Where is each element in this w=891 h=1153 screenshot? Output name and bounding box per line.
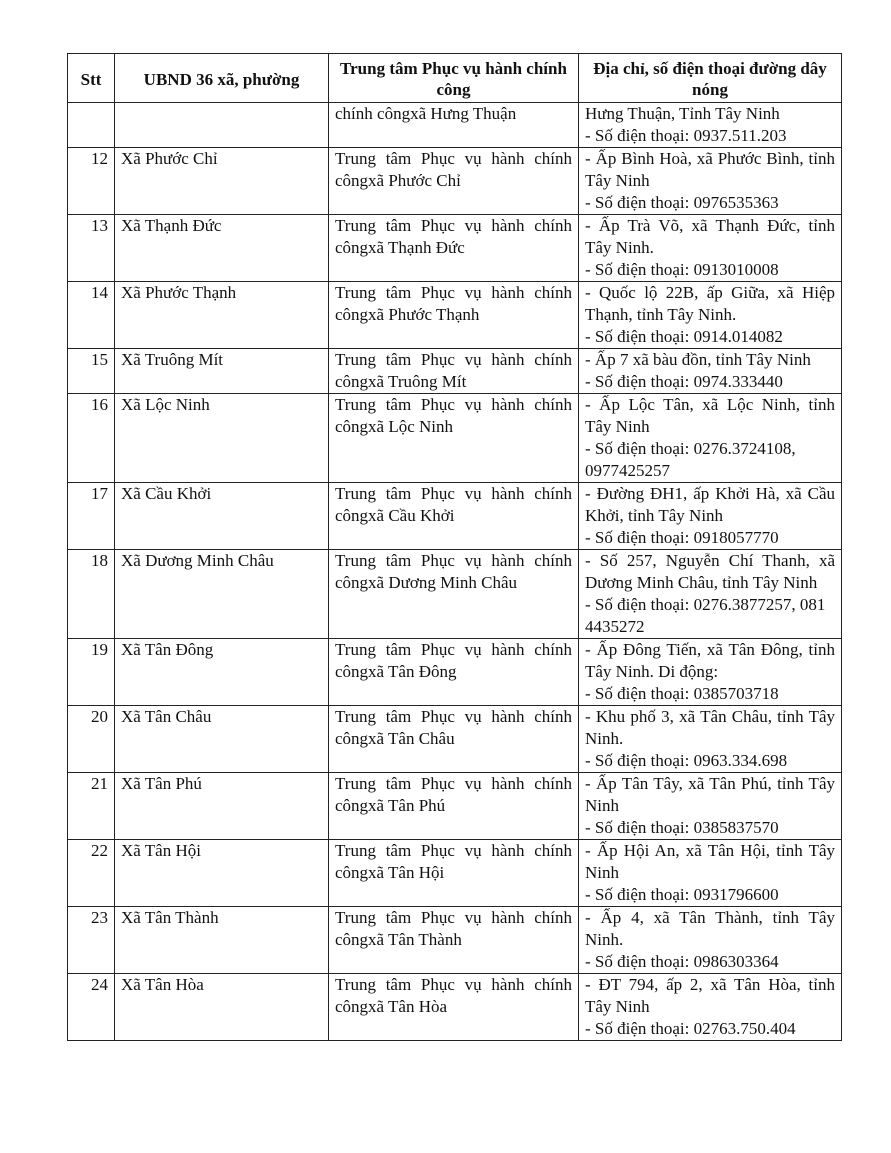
row-address: - Số 257, Nguyễn Chí Thanh, xã Dương Minh Châu, tỉnh Tây Ninh <box>585 551 835 592</box>
row-service-center: Trung tâm Phục vụ hành chính côngxã Thạnh Đức <box>329 215 579 282</box>
table-header-row <box>68 54 842 103</box>
row-stt: 16 <box>68 394 115 483</box>
row-address: - Ấp Lộc Tân, xã Lộc Ninh, tỉnh Tây Ninh <box>585 395 835 436</box>
row-commune: Xã Tân Châu <box>115 706 329 773</box>
row-service-center: Trung tâm Phục vụ hành chính côngxã Truông Mít <box>329 349 579 394</box>
row-address: - Ấp Hội An, xã Tân Hội, tỉnh Tây Ninh <box>585 841 835 882</box>
row-phone: - Số điện thoại: 0976535363 <box>585 193 779 212</box>
table-body <box>68 103 842 1041</box>
row-contact <box>579 974 842 1041</box>
row-service-center: Trung tâm Phục vụ hành chính côngxã Phước Thạnh <box>329 282 579 349</box>
row-address: - Quốc lộ 22B, ấp Giữa, xã Hiệp Thạnh, tỉnh Tây Ninh. <box>585 283 835 324</box>
row-phone: - Số điện thoại: 0276.3877257, 081 4435272 <box>585 595 826 636</box>
table-row <box>68 483 842 550</box>
row-address: - Ấp Trà Võ, xã Thạnh Đức, tỉnh Tây Ninh. <box>585 216 835 257</box>
row-phone: - Số điện thoại: 0986303364 <box>585 952 779 971</box>
row-stt <box>68 103 115 148</box>
table-row <box>68 394 842 483</box>
row-commune: Xã Truông Mít <box>115 349 329 394</box>
row-contact <box>579 550 842 639</box>
row-stt: 14 <box>68 282 115 349</box>
table-row <box>68 103 842 148</box>
table-row <box>68 840 842 907</box>
row-stt: 18 <box>68 550 115 639</box>
row-service-center: Trung tâm Phục vụ hành chính côngxã Lộc Ninh <box>329 394 579 483</box>
table-row <box>68 349 842 394</box>
row-commune: Xã Tân Phú <box>115 773 329 840</box>
row-service-center: Trung tâm Phục vụ hành chính côngxã Tân Hòa <box>329 974 579 1041</box>
row-phone: - Số điện thoại: 0385703718 <box>585 684 779 703</box>
row-stt: 17 <box>68 483 115 550</box>
row-contact <box>579 907 842 974</box>
row-commune: Xã Dương Minh Châu <box>115 550 329 639</box>
row-phone: - Số điện thoại: 0276.3724108, 0977425257 <box>585 439 796 480</box>
row-contact <box>579 103 842 148</box>
row-service-center: Trung tâm Phục vụ hành chính côngxã Tân Hội <box>329 840 579 907</box>
row-contact <box>579 282 842 349</box>
row-stt: 24 <box>68 974 115 1041</box>
row-commune <box>115 103 329 148</box>
row-phone: - Số điện thoại: 0931796600 <box>585 885 779 904</box>
row-phone: - Số điện thoại: 0937.511.203 <box>585 126 787 145</box>
row-commune: Xã Tân Hòa <box>115 974 329 1041</box>
row-phone: - Số điện thoại: 0913010008 <box>585 260 779 279</box>
row-address: - Ấp 4, xã Tân Thành, tỉnh Tây Ninh. <box>585 908 835 949</box>
row-commune: Xã Phước Chỉ <box>115 148 329 215</box>
row-stt: 19 <box>68 639 115 706</box>
row-service-center: Trung tâm Phục vụ hành chính côngxã Tân Châu <box>329 706 579 773</box>
row-contact <box>579 639 842 706</box>
row-address: - Ấp Bình Hoà, xã Phước Bình, tỉnh Tây Ninh <box>585 149 835 190</box>
header-commune: UBND 36 xã, phường <box>115 54 329 103</box>
header-contact: Địa chỉ, số điện thoại đường dây nóng <box>579 54 842 103</box>
row-service-center: Trung tâm Phục vụ hành chính côngxã Phước Chỉ <box>329 148 579 215</box>
row-phone: - Số điện thoại: 02763.750.404 <box>585 1019 796 1038</box>
row-service-center: Trung tâm Phục vụ hành chính côngxã Dương Minh Châu <box>329 550 579 639</box>
row-stt: 13 <box>68 215 115 282</box>
row-address: - Khu phố 3, xã Tân Châu, tỉnh Tây Ninh. <box>585 707 835 748</box>
table-row <box>68 974 842 1041</box>
row-commune: Xã Tân Hội <box>115 840 329 907</box>
row-phone: - Số điện thoại: 0385837570 <box>585 818 779 837</box>
row-contact <box>579 483 842 550</box>
row-address: - Ấp 7 xã bàu đồn, tỉnh Tây Ninh <box>585 350 811 369</box>
row-contact <box>579 394 842 483</box>
row-address: - Đường ĐH1, ấp Khởi Hà, xã Cầu Khởi, tỉnh Tây Ninh <box>585 484 835 525</box>
row-commune: Xã Cầu Khởi <box>115 483 329 550</box>
row-contact <box>579 148 842 215</box>
row-contact <box>579 215 842 282</box>
table-row <box>68 773 842 840</box>
row-stt: 20 <box>68 706 115 773</box>
row-service-center: chính côngxã Hưng Thuận <box>329 103 579 148</box>
row-service-center: Trung tâm Phục vụ hành chính côngxã Cầu Khởi <box>329 483 579 550</box>
row-stt: 21 <box>68 773 115 840</box>
table-row <box>68 215 842 282</box>
row-commune: Xã Thạnh Đức <box>115 215 329 282</box>
row-commune: Xã Tân Đông <box>115 639 329 706</box>
table-row <box>68 907 842 974</box>
row-phone: - Số điện thoại: 0918057770 <box>585 528 779 547</box>
row-service-center: Trung tâm Phục vụ hành chính côngxã Tân Đông <box>329 639 579 706</box>
row-service-center: Trung tâm Phục vụ hành chính côngxã Tân Phú <box>329 773 579 840</box>
row-phone: - Số điện thoại: 0914.014082 <box>585 327 783 346</box>
header-stt: Stt <box>68 54 115 103</box>
row-phone: - Số điện thoại: 0963.334.698 <box>585 751 788 770</box>
row-stt: 12 <box>68 148 115 215</box>
row-service-center: Trung tâm Phục vụ hành chính côngxã Tân Thành <box>329 907 579 974</box>
row-contact <box>579 840 842 907</box>
table-row <box>68 550 842 639</box>
row-phone: - Số điện thoại: 0974.333440 <box>585 372 783 391</box>
table-row <box>68 639 842 706</box>
row-address: - Ấp Đông Tiến, xã Tân Đông, tỉnh Tây Ninh. Di động: <box>585 640 835 681</box>
row-commune: Xã Tân Thành <box>115 907 329 974</box>
row-commune: Xã Lộc Ninh <box>115 394 329 483</box>
row-commune: Xã Phước Thạnh <box>115 282 329 349</box>
table-row <box>68 706 842 773</box>
commune-service-center-table <box>67 53 842 1041</box>
row-stt: 22 <box>68 840 115 907</box>
row-contact <box>579 349 842 394</box>
row-contact <box>579 773 842 840</box>
table-row <box>68 148 842 215</box>
table-row <box>68 282 842 349</box>
row-address: Hưng Thuận, Tỉnh Tây Ninh <box>585 104 780 123</box>
row-stt: 23 <box>68 907 115 974</box>
row-contact <box>579 706 842 773</box>
row-address: - Ấp Tân Tây, xã Tân Phú, tỉnh Tây Ninh <box>585 774 835 815</box>
header-center: Trung tâm Phục vụ hành chính công <box>329 54 579 103</box>
row-stt: 15 <box>68 349 115 394</box>
row-address: - ĐT 794, ấp 2, xã Tân Hòa, tỉnh Tây Ninh <box>585 975 835 1016</box>
